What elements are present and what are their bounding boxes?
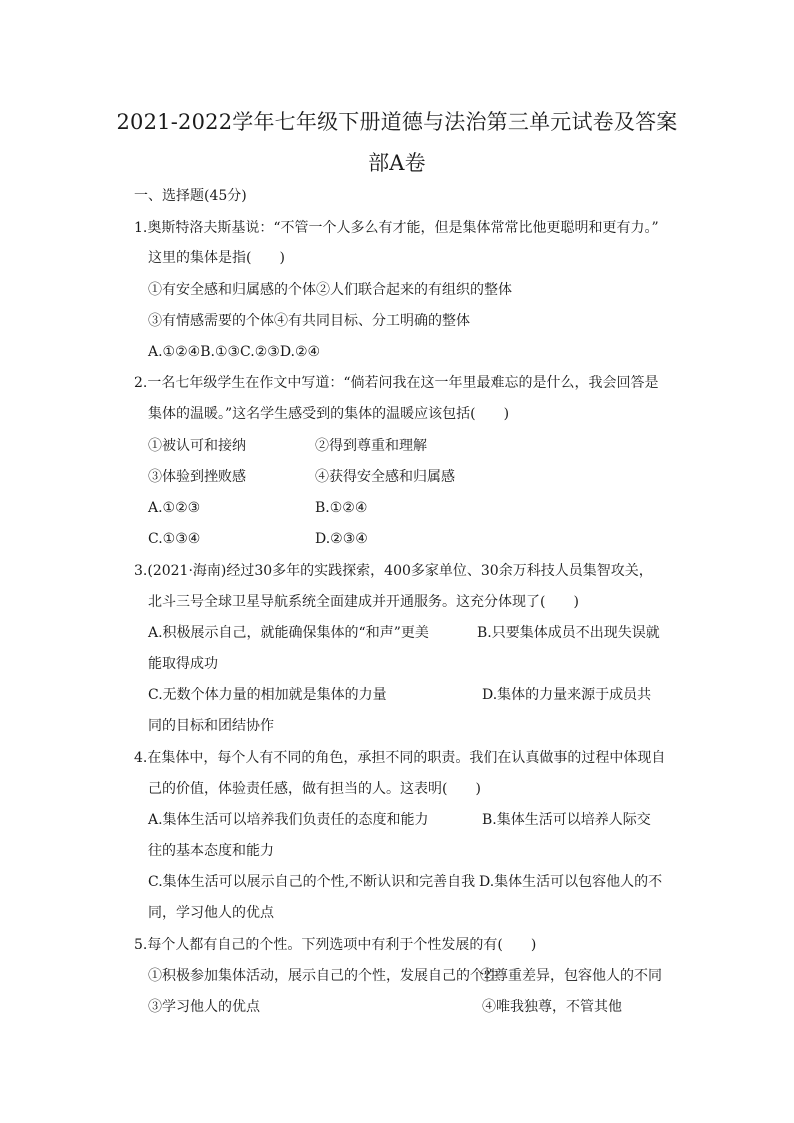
q4-choice-b-continued: 往的基本态度和能力 [148,843,274,859]
q2-choice-a: A.①②③ [148,500,201,516]
q4-choice-c: C.集体生活可以展示自己的个性,不断认识和完善自我 [148,874,476,890]
q1-choices: A.①②④B.①③C.②③D.②④ [148,344,321,360]
q5-option-4: ④唯我独尊，不管其他 [482,999,622,1015]
q3-choice-b-continued: 能取得成功 [148,656,218,672]
q4-choice-d-continued: 同，学习他人的优点 [148,905,274,921]
page-title: 2021-2022学年七年级下册道德与法治第三单元试卷及答案 [116,110,678,134]
q3-choice-d-continued: 同的目标和团结协作 [148,718,274,734]
section-heading: 一、选择题(45分) [134,188,247,204]
q2-choice-b: B.①②④ [315,500,368,516]
q2-choice-d: D.②③④ [315,531,368,547]
q5-option-1: ①积极参加集体活动，展示自己的个性，发展自己的个性 [148,968,498,984]
q3-stem-line2: 北斗三号全球卫星导航系统全面建成并开通服务。这充分体现了( ) [148,594,579,610]
q2-stem-line1: 2.一名七年级学生在作文中写道：“倘若问我在这一年里最难忘的是什么，我会回答是 [134,375,659,391]
q5-option-3: ③学习他人的优点 [148,999,260,1015]
q2-option-4: ④获得安全感和归属感 [315,469,455,485]
q4-choice-b: B.集体生活可以培养人际交 [482,812,651,828]
q3-choice-c: C.无数个体力量的相加就是集体的力量 [148,687,387,703]
q1-options-line2: ③有情感需要的个体④有共同目标、分工明确的整体 [148,313,470,329]
q1-stem-line1: 1.奥斯特洛夫斯基说：“不管一个人多么有才能，但是集体常常比他更聪明和更有力。” [134,220,659,236]
q3-choice-a: A.积极展示自己，就能确保集体的“和声”更美 [148,625,429,641]
q5-option-2: ②尊重差异，包容他人的不同 [480,968,662,984]
q5-stem: 5.每个人都有自己的个性。下列选项中有利于个性发展的有( ) [134,937,537,953]
q4-choice-a: A.集体生活可以培养我们负责任的态度和能力 [148,812,429,828]
q3-stem-line1: 3.(2021·海南)经过30多年的实践探索，400多家单位、30余万科技人员集智攻关， [134,563,653,579]
q2-option-1: ①被认可和接纳 [148,438,246,454]
q4-stem-line1: 4.在集体中，每个人有不同的角色，承担不同的职责。我们在认真做事的过程中体现自 [134,750,666,766]
q1-stem-line2: 这里的集体是指( ) [148,250,285,266]
q2-option-2: ②得到尊重和理解 [315,438,427,454]
q4-choice-d: D.集体生活可以包容他人的不 [479,874,663,890]
q1-options-line1: ①有安全感和归属感的个体②人们联合起来的有组织的整体 [148,282,512,298]
page-subtitle: 部A卷 [368,151,426,175]
q2-choice-c: C.①③④ [148,531,201,547]
q4-stem-line2: 己的价值，体验责任感，做有担当的人。这表明( ) [148,781,481,797]
q3-choice-d: D.集体的力量来源于成员共 [482,687,652,703]
q2-stem-line2: 集体的温暖。”这名学生感受到的集体的温暖应该包括( ) [148,406,510,422]
q2-option-3: ③体验到挫败感 [148,469,246,485]
q3-choice-b: B.只要集体成员不出现失误就 [477,625,660,641]
